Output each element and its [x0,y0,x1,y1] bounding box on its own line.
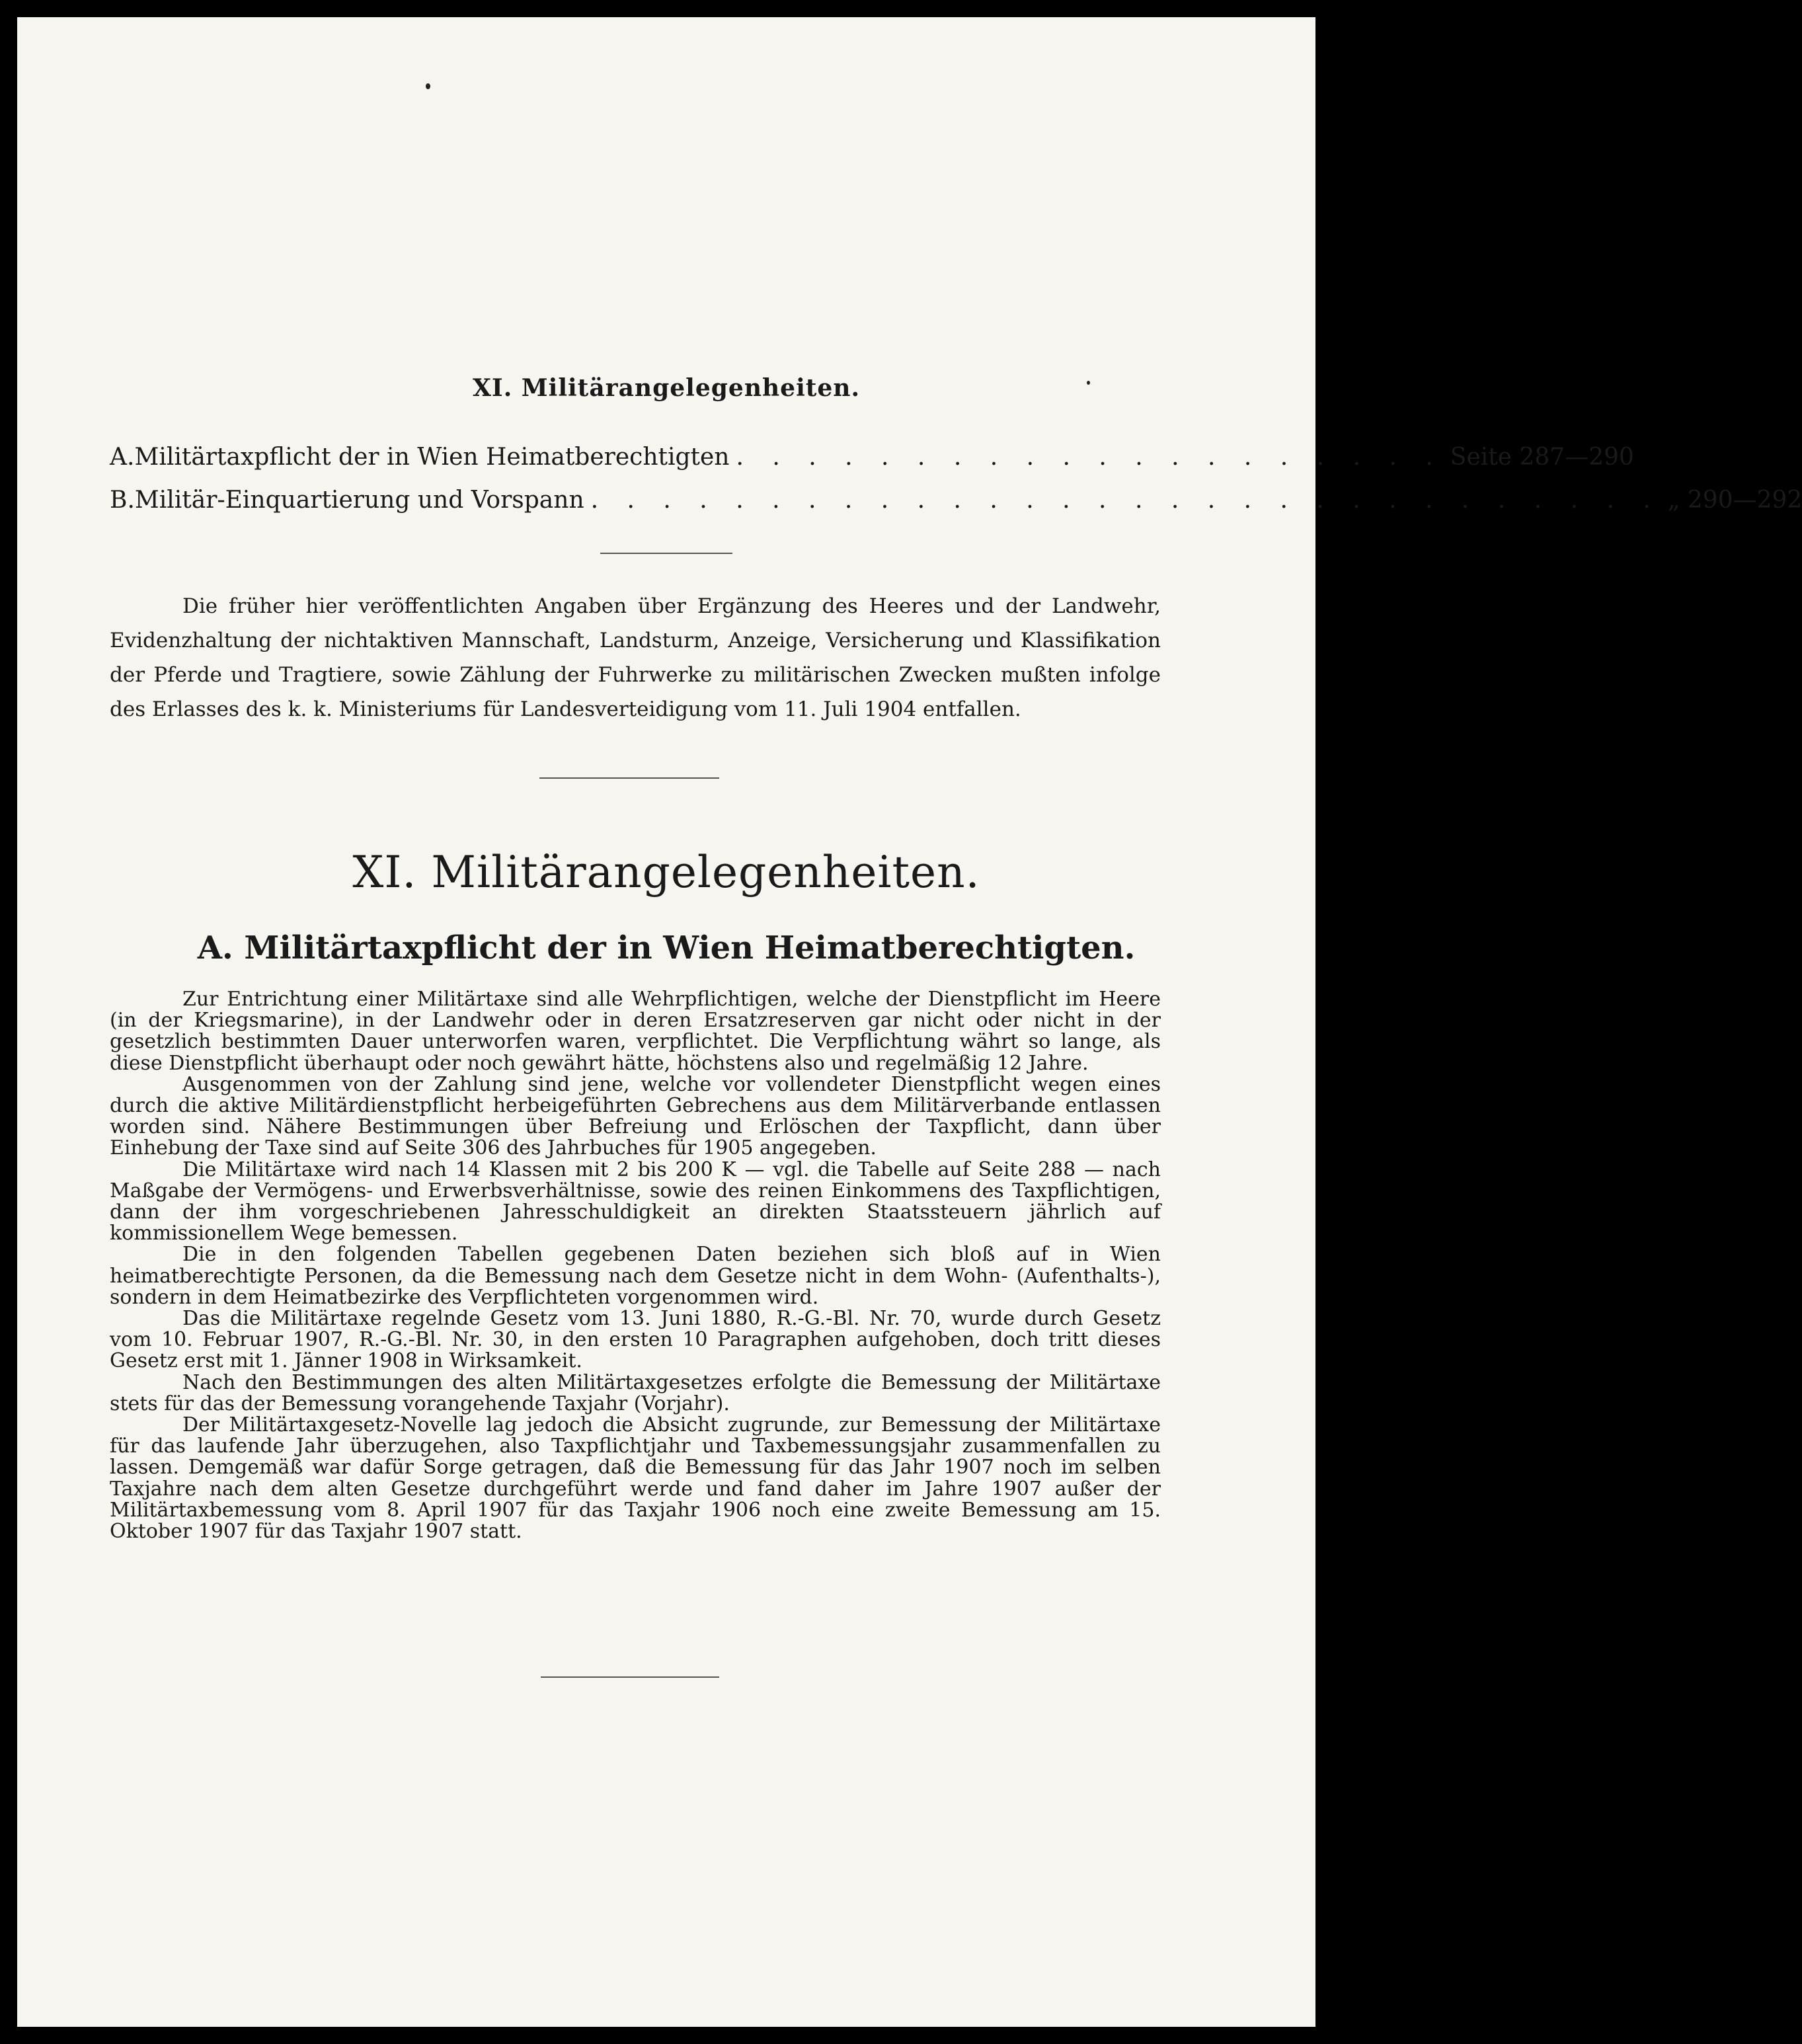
toc-entry-text: Militärtaxpflicht der in Wien Heimatberechtigten [134,444,730,471]
body-paragraph: Das die Militärtaxe regelnde Gesetz vom 13. Juni 1880, R.-G.-Bl. Nr. 70, wurde durch Gesetz vom 10. Februar 1907, R.-G.-Bl. Nr. 30, in den ersten 10 Paragraphen aufgehoben, doch tritt dieses Gesetz erst mit 1. Jänner 1908 in Wirksamkeit. [110,1307,1161,1373]
body-paragraph: Zur Entrichtung einer Militärtaxe sind alle Wehrpflichtigen, welche der Dienstpflicht im Heere (in der Kriegsmarine), in der Landwehr oder in deren Ersatzreserven gar nicht oder nicht in der gesetzlich bestimmten Dauer unterworfen waren, verpflichtet. Die Verpflichtung währt so lange, als diese Dienstpflicht überhaupt oder noch gewährt hätte, höchstens also und regelmäßig 12 Jahre. [110,988,1161,1075]
toc-leader-dots: . . . . . . . . . . . . . . . . . . . . . . . . . . . . . . [590,487,1661,514]
toc-title: XI. Militärangelegenheiten. [472,374,861,402]
toc-entry-text: Militär-Einquartierung und Vorspann [134,487,584,514]
separator-rule [541,1676,719,1678]
section-body [110,989,1161,1542]
document-page [17,17,1802,2027]
body-paragraph: Nach den Bestimmungen des alten Militärtaxgesetzes erfolgte die Bemessung der Militärtaxe stets für das der Bemessung vorangehende Taxjahr (Vorjahr). [110,1370,1161,1415]
toc-entry-letter: B. [110,487,135,514]
toc-entry-pages: „ 290—292 [1667,487,1802,514]
section-title: A. Militärtaxpflicht der in Wien Heimatberechtigten. [197,929,1136,966]
toc-entry-pages: Seite 287—290 [1450,444,1634,471]
chapter-title: XI. Militärangelegenheiten. [352,847,980,898]
toc-entry [110,487,1802,520]
body-paragraph: Die in den folgenden Tabellen gegebenen Daten beziehen sich bloß auf in Wien heimatberechtigte Personen, da die Bemessung nach dem Gesetze nicht in dem Wohn- (Aufenthalts-), sondern in dem Heimatbezirke des Verpflichteten vorgenommen wird. [110,1243,1161,1309]
toc-entry-letter: A. [110,444,135,471]
separator-rule [539,777,719,779]
toc-leader-dots: . . . . . . . . . . . . . . . . . . . . [736,444,1444,471]
body-paragraph: Die Militärtaxe wird nach 14 Klassen mit 2 bis 200 K — vgl. die Tabelle auf Seite 288 — nach Maßgabe der Vermögens- und Erwerbsverhältnisse, sowie des reinen Einkommens des Taxpflichtigen, dann der ihm vorgeschriebenen Jahresschuldigkeit an direkten Staatssteuern jährlich auf kommissionellem Wege bemessen. [110,1158,1161,1245]
body-paragraph: Ausgenommen von der Zahlung sind jene, welche vor vollendeter Dienstpflicht wegen eines durch die aktive Militärdienstpflicht herbeigeführten Gebrechens aus dem Militärverbande entlassen worden sind. Nähere Bestimmungen über Befreiung und Erlöschen der Taxpflicht, dann über Einhebung der Taxe sind auf Seite 306 des Jahrbuches für 1905 angegeben. [110,1072,1161,1160]
toc-entry [110,444,1634,477]
toc-note: Die früher hier veröffentlichten Angaben über Ergänzung des Heeres und der Landwehr, Evidenzhaltung der nichtaktiven Mannschaft, Landsturm, Anzeige, Versicherung und Klassifikation der Pferde und Tragtiere, sowie Zählung der Fuhrwerke zu militärischen Zwecken mußten infolge des Erlasses des k. k. Ministeriums für Landesverteidigung vom 11. Juli 1904 entfallen. [110,594,1161,721]
body-paragraph: Der Militärtaxgesetz-Novelle lag jedoch die Absicht zugrunde, zur Bemessung der Militärtaxe für das laufende Jahr überzugehen, also Taxpflichtjahr und Taxbemessungsjahr zusammenfallen zu lassen. Demgemäß war dafür Sorge getragen, daß die Bemessung für das Jahr 1907 noch im selben Taxjahre nach dem alten Gesetze durchgeführt werde und fand daher im Jahre 1907 außer der Militärtaxbemessung vom 8. April 1907 für das Taxjahr 1906 noch eine zweite Bemessung am 15. Oktober 1907 für das Taxjahr 1907 statt. [110,1413,1161,1544]
ink-speck [426,83,430,89]
separator-rule [600,553,732,554]
